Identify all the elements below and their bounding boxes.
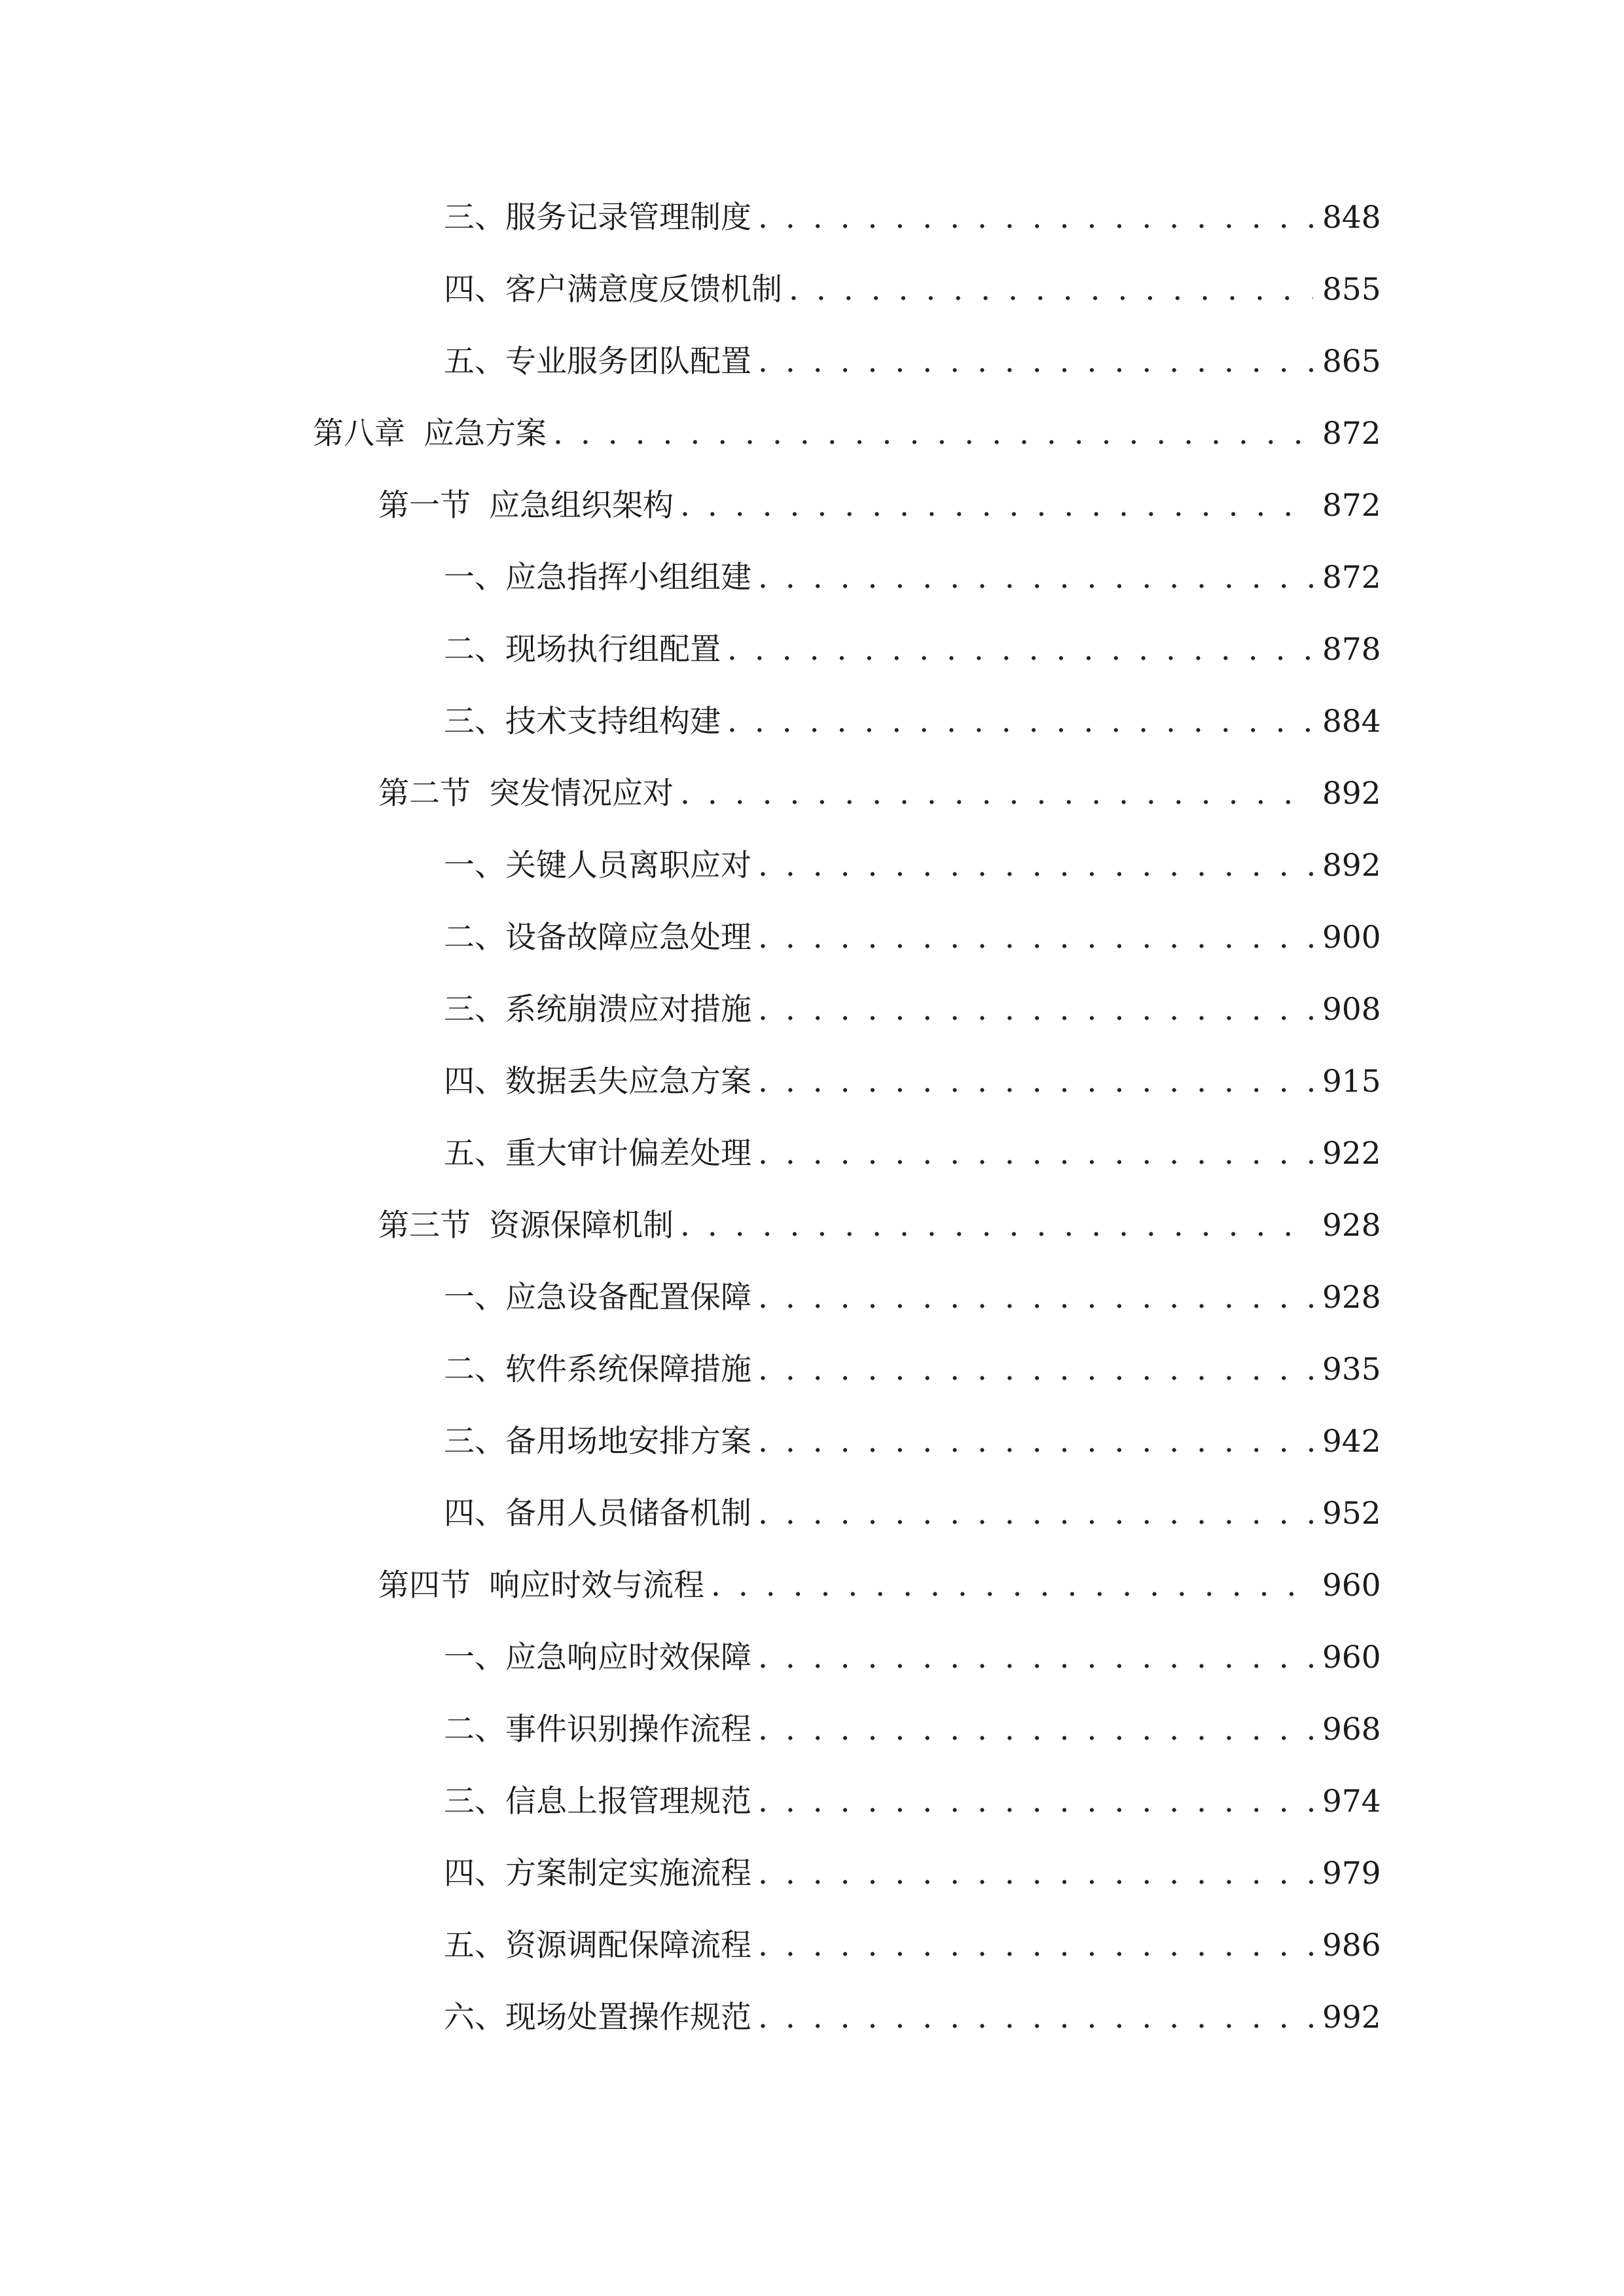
toc-entry-number: 一、 [444, 848, 505, 884]
toc-entry-title: 资源保障机制 [489, 1208, 674, 1244]
toc-entry[interactable] [0, 1550, 1381, 1622]
toc-entry[interactable] [0, 398, 1381, 470]
toc-entry-title: 客户满意度反馈机制 [505, 272, 782, 308]
toc-entry-number: 三、 [444, 1424, 505, 1460]
toc-entry-page-number: 872 [1322, 416, 1381, 452]
toc-dot-leader [758, 1838, 1313, 1910]
toc-entry-page-number: 900 [1322, 920, 1381, 956]
toc-entry-number: 第八章 [313, 416, 405, 452]
toc-entry-title: 技术支持组构建 [505, 704, 721, 740]
toc-entry-number: 二、 [444, 1352, 505, 1388]
toc-entry-page-number: 942 [1322, 1424, 1381, 1460]
toc-entry-title: 资源调配保障流程 [505, 1928, 751, 1964]
toc-entry-title: 信息上报管理规范 [505, 1784, 751, 1820]
toc-dot-leader [758, 1766, 1313, 1838]
toc-entry-page-number: 872 [1322, 560, 1381, 596]
toc-entry[interactable] [0, 1262, 1381, 1334]
toc-dot-leader [758, 974, 1313, 1046]
toc-entry-number: 五、 [444, 1928, 505, 1964]
toc-dot-leader [758, 542, 1313, 614]
toc-entry[interactable] [0, 182, 1381, 254]
toc-entry-number: 三、 [444, 1784, 505, 1820]
toc-entry-page-number: 974 [1322, 1784, 1381, 1820]
toc-dot-leader [758, 1406, 1313, 1478]
toc-entry[interactable] [0, 470, 1381, 542]
toc-entry[interactable] [0, 1118, 1381, 1190]
toc-entry-number: 四、 [444, 1856, 505, 1892]
toc-entry-title: 现场处置操作规范 [505, 2000, 751, 2036]
toc-dot-leader [789, 254, 1313, 326]
toc-dot-leader [758, 1262, 1313, 1334]
toc-entry-number: 二、 [444, 632, 505, 668]
toc-dot-leader [758, 902, 1313, 974]
toc-entry-page-number: 952 [1322, 1496, 1381, 1532]
toc-entry[interactable] [0, 1190, 1381, 1262]
toc-entry[interactable] [0, 1478, 1381, 1550]
toc-entry-number: 一、 [444, 560, 505, 596]
toc-dot-leader [758, 1334, 1313, 1406]
toc-entry-title: 软件系统保障措施 [505, 1352, 751, 1388]
toc-dot-leader [758, 830, 1313, 902]
toc-dot-leader [680, 1190, 1313, 1262]
toc-entry-number: 第三节 [378, 1208, 471, 1244]
toc-dot-leader [758, 1622, 1313, 1694]
toc-entry-page-number: 878 [1322, 632, 1381, 668]
toc-entry[interactable] [0, 1406, 1381, 1478]
toc-entry-title: 现场执行组配置 [505, 632, 721, 668]
toc-entry-title: 事件识别操作流程 [505, 1712, 751, 1748]
toc-entry-number: 一、 [444, 1280, 505, 1316]
toc-dot-leader [680, 758, 1313, 830]
table-of-contents [0, 182, 1624, 2054]
toc-entry-title: 应急响应时效保障 [505, 1640, 751, 1676]
toc-dot-leader [727, 614, 1313, 686]
toc-entry-title: 备用人员储备机制 [505, 1496, 751, 1532]
toc-entry-number: 第一节 [378, 488, 471, 524]
toc-entry-number: 第四节 [378, 1568, 471, 1604]
toc-entry-number: 六、 [444, 2000, 505, 2036]
toc-entry-title: 关键人员离职应对 [505, 848, 751, 884]
toc-entry-title: 应急组织架构 [489, 488, 674, 524]
toc-entry-page-number: 892 [1322, 848, 1381, 884]
toc-dot-leader [758, 1910, 1313, 1982]
toc-entry-number: 一、 [444, 1640, 505, 1676]
toc-entry[interactable] [0, 614, 1381, 686]
toc-entry-page-number: 935 [1322, 1352, 1381, 1388]
toc-entry-title: 服务记录管理制度 [505, 200, 751, 236]
toc-dot-leader [727, 686, 1313, 758]
toc-entry[interactable] [0, 1046, 1381, 1118]
toc-entry[interactable] [0, 1694, 1381, 1766]
toc-entry-number: 四、 [444, 1064, 505, 1100]
toc-entry[interactable] [0, 758, 1381, 830]
toc-entry-page-number: 848 [1322, 200, 1381, 236]
toc-entry-page-number: 872 [1322, 488, 1381, 524]
toc-dot-leader [758, 1982, 1313, 2054]
toc-entry-page-number: 986 [1322, 1928, 1381, 1964]
toc-entry-number: 三、 [444, 704, 505, 740]
toc-entry-number: 四、 [444, 1496, 505, 1532]
toc-entry-page-number: 968 [1322, 1712, 1381, 1748]
toc-entry-number: 五、 [444, 1136, 505, 1172]
toc-entry-page-number: 928 [1322, 1208, 1381, 1244]
toc-entry-number: 五、 [444, 344, 505, 380]
toc-entry-title: 应急方案 [424, 416, 547, 452]
toc-entry[interactable] [0, 1838, 1381, 1910]
toc-entry[interactable] [0, 1334, 1381, 1406]
toc-entry-number: 二、 [444, 920, 505, 956]
toc-entry-number: 二、 [444, 1712, 505, 1748]
toc-entry-page-number: 908 [1322, 992, 1381, 1028]
toc-entry-page-number: 960 [1322, 1640, 1381, 1676]
toc-entry-page-number: 979 [1322, 1856, 1381, 1892]
toc-entry-number: 三、 [444, 200, 505, 236]
toc-entry-title: 方案制定实施流程 [505, 1856, 751, 1892]
toc-entry-number: 四、 [444, 272, 505, 308]
toc-dot-leader [680, 470, 1313, 542]
toc-entry-number: 三、 [444, 992, 505, 1028]
toc-dot-leader [758, 182, 1313, 254]
toc-entry[interactable] [0, 686, 1381, 758]
toc-entry-title: 系统崩溃应对措施 [505, 992, 751, 1028]
toc-entry-title: 数据丢失应急方案 [505, 1064, 751, 1100]
toc-entry-page-number: 892 [1322, 776, 1381, 812]
toc-dot-leader [758, 1478, 1313, 1550]
toc-entry[interactable] [0, 1982, 1381, 2054]
toc-entry[interactable] [0, 902, 1381, 974]
toc-entry[interactable] [0, 1766, 1381, 1838]
toc-entry[interactable] [0, 542, 1381, 614]
toc-entry-number: 第二节 [378, 776, 471, 812]
toc-entry-title: 应急设备配置保障 [505, 1280, 751, 1316]
toc-entry[interactable] [0, 1910, 1381, 1982]
toc-entry-page-number: 915 [1322, 1064, 1381, 1100]
toc-dot-leader [758, 1118, 1313, 1190]
toc-entry-page-number: 865 [1322, 344, 1381, 380]
toc-entry-title: 应急指挥小组组建 [505, 560, 751, 596]
toc-entry-title: 响应时效与流程 [489, 1568, 704, 1604]
toc-entry-page-number: 928 [1322, 1280, 1381, 1316]
toc-entry-title: 设备故障应急处理 [505, 920, 751, 956]
toc-entry-title: 突发情况应对 [489, 776, 674, 812]
toc-dot-leader [711, 1550, 1313, 1622]
toc-dot-leader [758, 1046, 1313, 1118]
toc-entry-page-number: 960 [1322, 1568, 1381, 1604]
toc-entry-title: 备用场地安排方案 [505, 1424, 751, 1460]
toc-entry[interactable] [0, 1622, 1381, 1694]
toc-entry-page-number: 922 [1322, 1136, 1381, 1172]
toc-entry-title: 专业服务团队配置 [505, 344, 751, 380]
toc-entry-page-number: 855 [1322, 272, 1381, 308]
toc-entry-title: 重大审计偏差处理 [505, 1136, 751, 1172]
toc-entry-page-number: 884 [1322, 704, 1381, 740]
toc-entry[interactable] [0, 830, 1381, 902]
toc-dot-leader [758, 1694, 1313, 1766]
toc-entry-page-number: 992 [1322, 2000, 1381, 2036]
toc-dot-leader [758, 326, 1313, 398]
toc-entry[interactable] [0, 974, 1381, 1046]
toc-entry[interactable] [0, 254, 1381, 326]
toc-dot-leader [553, 398, 1313, 470]
toc-entry[interactable] [0, 326, 1381, 398]
